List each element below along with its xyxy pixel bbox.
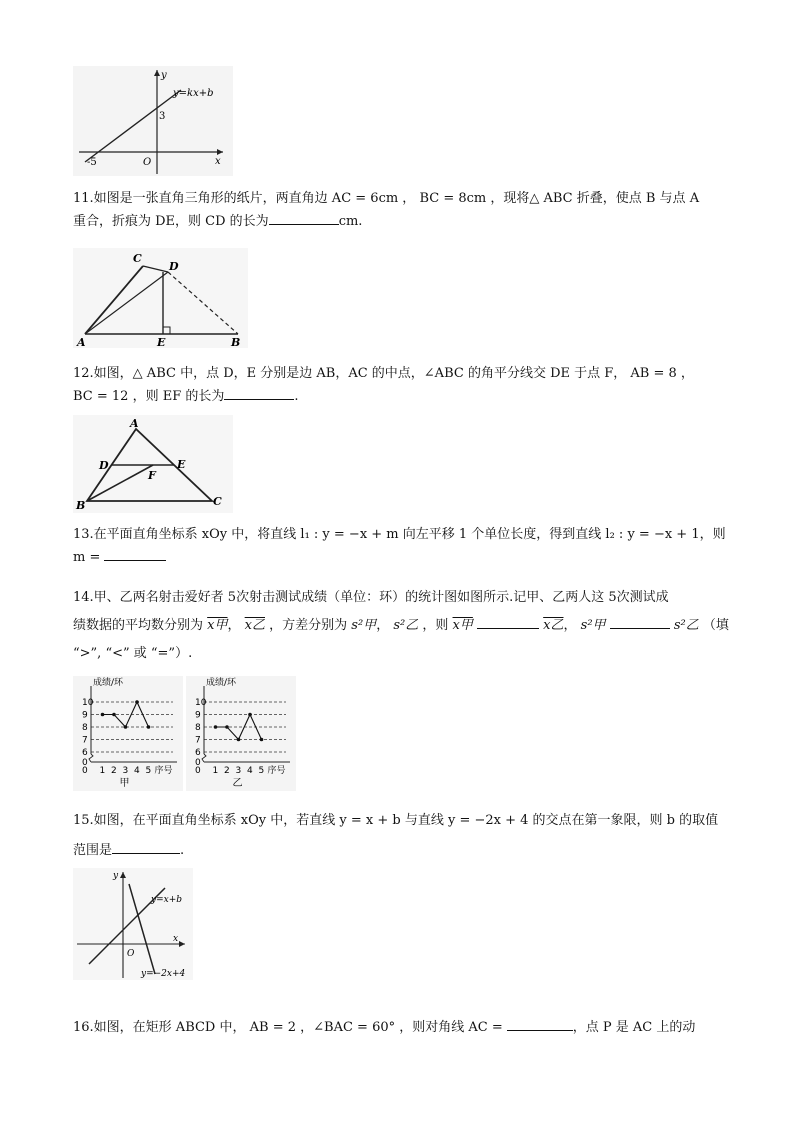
y-tick-label: 9 <box>82 710 88 721</box>
data-point <box>101 713 105 717</box>
x-tick-label: 0 <box>82 766 88 776</box>
x-tick-label: 2 <box>111 766 117 776</box>
mean-jia: x甲 <box>207 618 228 633</box>
x-tick-label: 1 <box>212 766 219 776</box>
label-d: D <box>99 459 109 472</box>
figure-folded-triangle <box>73 248 248 348</box>
x-tick-label: 4 <box>134 766 140 776</box>
mean-jia-2: x甲 <box>452 618 473 633</box>
q14-mean-compare-blank[interactable] <box>477 614 539 629</box>
q16-line1-b: ，点 P 是 AC 上的动 <box>572 1020 696 1035</box>
variance-yi-2: s²乙 <box>673 618 699 633</box>
data-point <box>112 713 116 717</box>
x-axis-label: x <box>173 934 179 944</box>
q13-line1: 13.在平面直角坐标系 xOy 中，将直线 l₁ : y = −x + m 向左平移 1 个单位长度，得到直线 l₂ : y = −x + 1，则 <box>73 527 726 542</box>
q14-sep2: ， <box>376 618 390 633</box>
chart-title: 甲 <box>119 778 130 789</box>
q12-line1: 12.如图，△ ABC 中，点 D，E 分别是边 AB，AC 的中点，∠ABC 的角平分线交 DE 于点 F， AB = 8 ， <box>73 366 694 381</box>
variance-jia: s²甲 <box>351 618 377 633</box>
q13-answer-blank[interactable] <box>104 546 166 561</box>
label-b: B <box>231 336 241 348</box>
q14-sep1: ， <box>227 618 241 633</box>
question-16 <box>73 1016 723 1039</box>
x-tick-label: 2 <box>224 766 230 776</box>
figure-linear-function <box>73 66 233 176</box>
q16-answer-blank[interactable] <box>507 1016 573 1031</box>
x-tick-label: 3 <box>235 766 242 776</box>
q14-variance-compare-blank[interactable] <box>610 614 670 629</box>
q14-line2-b: ，方差分别为 <box>269 618 348 633</box>
y-tick-label: 0 <box>82 758 88 768</box>
x-tick-label: 5 <box>258 766 265 776</box>
line-label: y=kx+b <box>173 88 214 99</box>
chart-yi <box>186 676 296 791</box>
q14-line2-c: ，则 <box>422 618 449 633</box>
q11-line2-text: 重合，折痕为 DE，则 CD 的长为 <box>73 214 269 229</box>
q11-answer-blank[interactable] <box>269 210 339 225</box>
q14-line1: 14.甲、乙两名射击爱好者 5次射击测试成绩（单位：环）的统计图如图所示.记甲、乙两人这 5次测试成 <box>73 590 669 605</box>
q15-line2-end: . <box>180 843 185 858</box>
origin-label: O <box>143 157 152 168</box>
y-axis-label: y <box>161 70 167 81</box>
x-axis-title: 序号 <box>267 766 286 776</box>
label-a: A <box>130 417 139 430</box>
y-tick-label: 7 <box>82 735 88 746</box>
figure-triangle-midpoints <box>73 415 233 513</box>
chart-jia <box>73 676 183 791</box>
question-13 <box>73 524 726 569</box>
q13-line2-text: m = <box>73 550 101 565</box>
q11-line2-unit: cm. <box>338 214 363 229</box>
question-12 <box>73 363 723 408</box>
y-tick-label: 6 <box>82 748 88 758</box>
x-axis-label: x <box>215 156 221 167</box>
data-point <box>225 725 229 729</box>
q11-line1: 11.如图是一张直角三角形的纸片，两直角边 AC = 6cm ， BC = 8cm ，现将△ ABC 折叠，使点 B 与点 A <box>73 191 700 206</box>
figure-two-lines <box>73 868 193 980</box>
x-tick-label: 3 <box>122 766 129 776</box>
data-point <box>124 725 128 729</box>
x-axis-title: 序号 <box>154 766 173 776</box>
question-15 <box>73 806 723 866</box>
y-tick-label: 7 <box>195 735 201 746</box>
data-point <box>147 725 151 729</box>
x-tick-label: 4 <box>247 766 253 776</box>
data-point <box>237 738 241 742</box>
mean-yi: x乙 <box>244 618 265 633</box>
q16-line1-a: 16.如图，在矩形 ABCD 中， AB = 2 ，∠BAC = 60° ，则对角线 AC = <box>73 1020 503 1035</box>
y-tick-label: 10 <box>195 698 207 708</box>
y-tick-label: 6 <box>195 748 201 758</box>
x-tick-label: 0 <box>195 766 201 776</box>
q12-line2-end: . <box>294 389 299 404</box>
y-tick-label: 0 <box>195 758 201 768</box>
label-c: C <box>133 252 142 265</box>
y-intercept-label: 3 <box>159 111 166 122</box>
y-tick-label: 9 <box>195 710 201 721</box>
variance-jia-2: s²甲 <box>580 618 606 633</box>
q14-line2-a: 绩数据的平均数分别为 <box>73 618 204 633</box>
label-a: A <box>77 336 86 348</box>
x-tick-label: 1 <box>99 766 106 776</box>
data-point <box>214 725 218 729</box>
y-tick-label: 8 <box>82 723 88 733</box>
variance-yi: s²乙 <box>393 618 419 633</box>
q14-line2-d: （填 <box>702 618 729 633</box>
y-tick-label: 10 <box>82 698 94 708</box>
y-tick-label: 8 <box>195 723 201 733</box>
chart-title: 乙 <box>232 778 243 789</box>
label-d: D <box>169 260 179 273</box>
question-11 <box>73 188 723 233</box>
q14-sep3: ， <box>563 618 577 633</box>
data-point <box>260 738 264 742</box>
q15-line2-text: 范围是 <box>73 843 113 858</box>
label-c: C <box>213 495 222 508</box>
q12-line2-text: BC = 12 ，则 EF 的长为 <box>73 389 225 404</box>
q14-line3: “>”, “<” 或 “=”）. <box>73 646 193 661</box>
data-point <box>248 713 252 717</box>
data-point <box>135 700 139 704</box>
line1-label: y=x+b <box>151 895 183 905</box>
y-axis-title: 成绩/环 <box>93 678 124 688</box>
q15-line1: 15.如图，在平面直角坐标系 xOy 中，若直线 y = x + b 与直线 y = −2x + 4 的交点在第一象限，则 b 的取值 <box>73 813 719 828</box>
label-f: F <box>148 469 156 482</box>
label-e: E <box>157 336 166 348</box>
line2-label: y=−2x+4 <box>141 969 186 979</box>
q12-answer-blank[interactable] <box>224 385 294 400</box>
y-axis-title: 成绩/环 <box>206 678 237 688</box>
q15-answer-blank[interactable] <box>112 839 180 854</box>
mean-yi-2: x乙 <box>543 618 564 633</box>
x-tick-label: 5 <box>145 766 152 776</box>
y-axis-label: y <box>113 871 119 881</box>
label-e: E <box>177 458 186 471</box>
origin-label: O <box>127 949 135 959</box>
label-b: B <box>76 499 86 512</box>
question-14 <box>73 584 729 668</box>
x-intercept-label: -5 <box>87 157 97 168</box>
